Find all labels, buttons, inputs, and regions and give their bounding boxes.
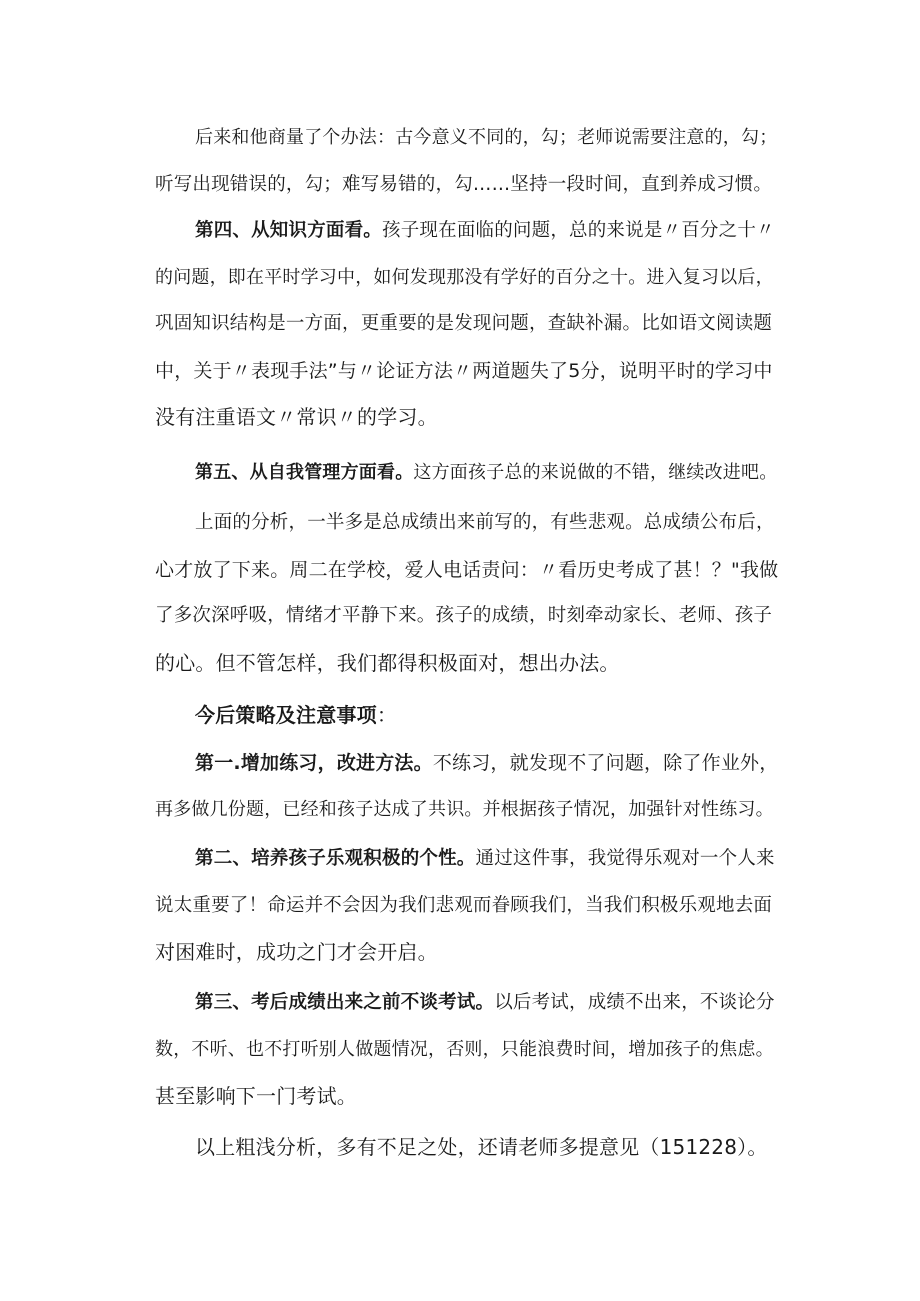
text-line: 甚至影响下一门考试。 [155, 1084, 357, 1108]
paragraph-strategy-1 [155, 740, 785, 833]
section-heading: 第四、从知识方面看。 [195, 220, 383, 241]
paragraph-strategy-2 [155, 836, 785, 976]
text-line: 数，不听、也不打听别人做题情况，否则，只能浪费时间，增加孩子的焦虑。 [155, 1038, 774, 1060]
text-line: 没有注重语文〃常识〃的学习。 [155, 405, 438, 429]
text-line: 中，关于〃表现手法”与〃论证方法〃两道题失了5分，说明平时的学习中 [155, 359, 773, 382]
paragraph-method [155, 115, 785, 208]
text-line: 第四、从知识方面看。孩子现在面临的问题，总的来说是〃百分之十〃 [195, 220, 775, 241]
paragraph-self-management [155, 450, 785, 497]
paragraph-knowledge [155, 208, 785, 441]
text-line: 第五、从自我管理方面看。这方面孩子总的来说做的不错，继续改进吧。 [195, 462, 778, 483]
paragraph-closing [155, 1124, 785, 1171]
text-line: 心才放了下来。周二在学校，爱人电话责问：〃看历史考成了甚！？"我做 [155, 558, 779, 581]
paragraph-reflection [155, 500, 785, 686]
section-heading: 第一.增加练习，改进方法。 [195, 752, 433, 774]
text-line: 第一.增加练习，改进方法。不练习，就发现不了问题，除了作业外， [195, 752, 779, 774]
text-line: 第三、考后成绩出来之前不谈考试。以后考试，成绩不出来，不谈论分 [195, 992, 775, 1013]
text-line: 的心。但不管怎样，我们都得积极面对，想出办法。 [155, 650, 620, 675]
text-line: 说太重要了！命运并不会因为我们悲观而眷顾我们，当我们积极乐观地去面 [155, 894, 773, 916]
text-line: 的问题，即在平时学习中，如何发现那没有学好的百分之十。进入复习以后， [155, 266, 774, 288]
section-heading: 今后策略及注意事项 [195, 703, 377, 727]
section-heading: 第五、从自我管理方面看。 [195, 462, 414, 483]
section-heading: 第二、培养孩子乐观积极的个性。 [195, 848, 476, 869]
text-line: 再多做几份题，已经和孩子达成了共识。并根据孩子情况，加强针对性练习。 [155, 798, 774, 820]
text-line: 对困难时，成功之门才会开启。 [155, 940, 438, 964]
text-line: 听写出现错误的，勾；难写易错的，勾……坚持一段时间，直到养成习惯。 [155, 173, 773, 195]
text-line: 第二、培养孩子乐观积极的个性。通过这件事，我觉得乐观对一个人来 [195, 848, 775, 869]
text-line: 今后策略及注意事项： [195, 703, 398, 727]
text-line: 了多次深呼吸，情绪才平静下来。孩子的成绩，时刻牵动家长、老师、孩子 [155, 605, 773, 626]
paragraph-strategy-3 [155, 980, 785, 1120]
text-line: 以上粗浅分析，多有不足之处，还请老师多提意见（151228）。 [195, 1135, 768, 1159]
paragraph-strategy-heading [155, 692, 785, 739]
text-line: 后来和他商量了个办法：古今意义不同的，勾；老师说需要注意的，勾； [195, 127, 778, 148]
text-line: 巩固知识结构是一方面，更重要的是发现问题，查缺补漏。比如语文阅读题 [155, 313, 773, 334]
text-line: 上面的分析，一半多是总成绩出来前写的，有些悲观。总成绩公布后， [195, 512, 775, 533]
section-heading: 第三、考后成绩出来之前不谈考试。 [195, 992, 495, 1013]
